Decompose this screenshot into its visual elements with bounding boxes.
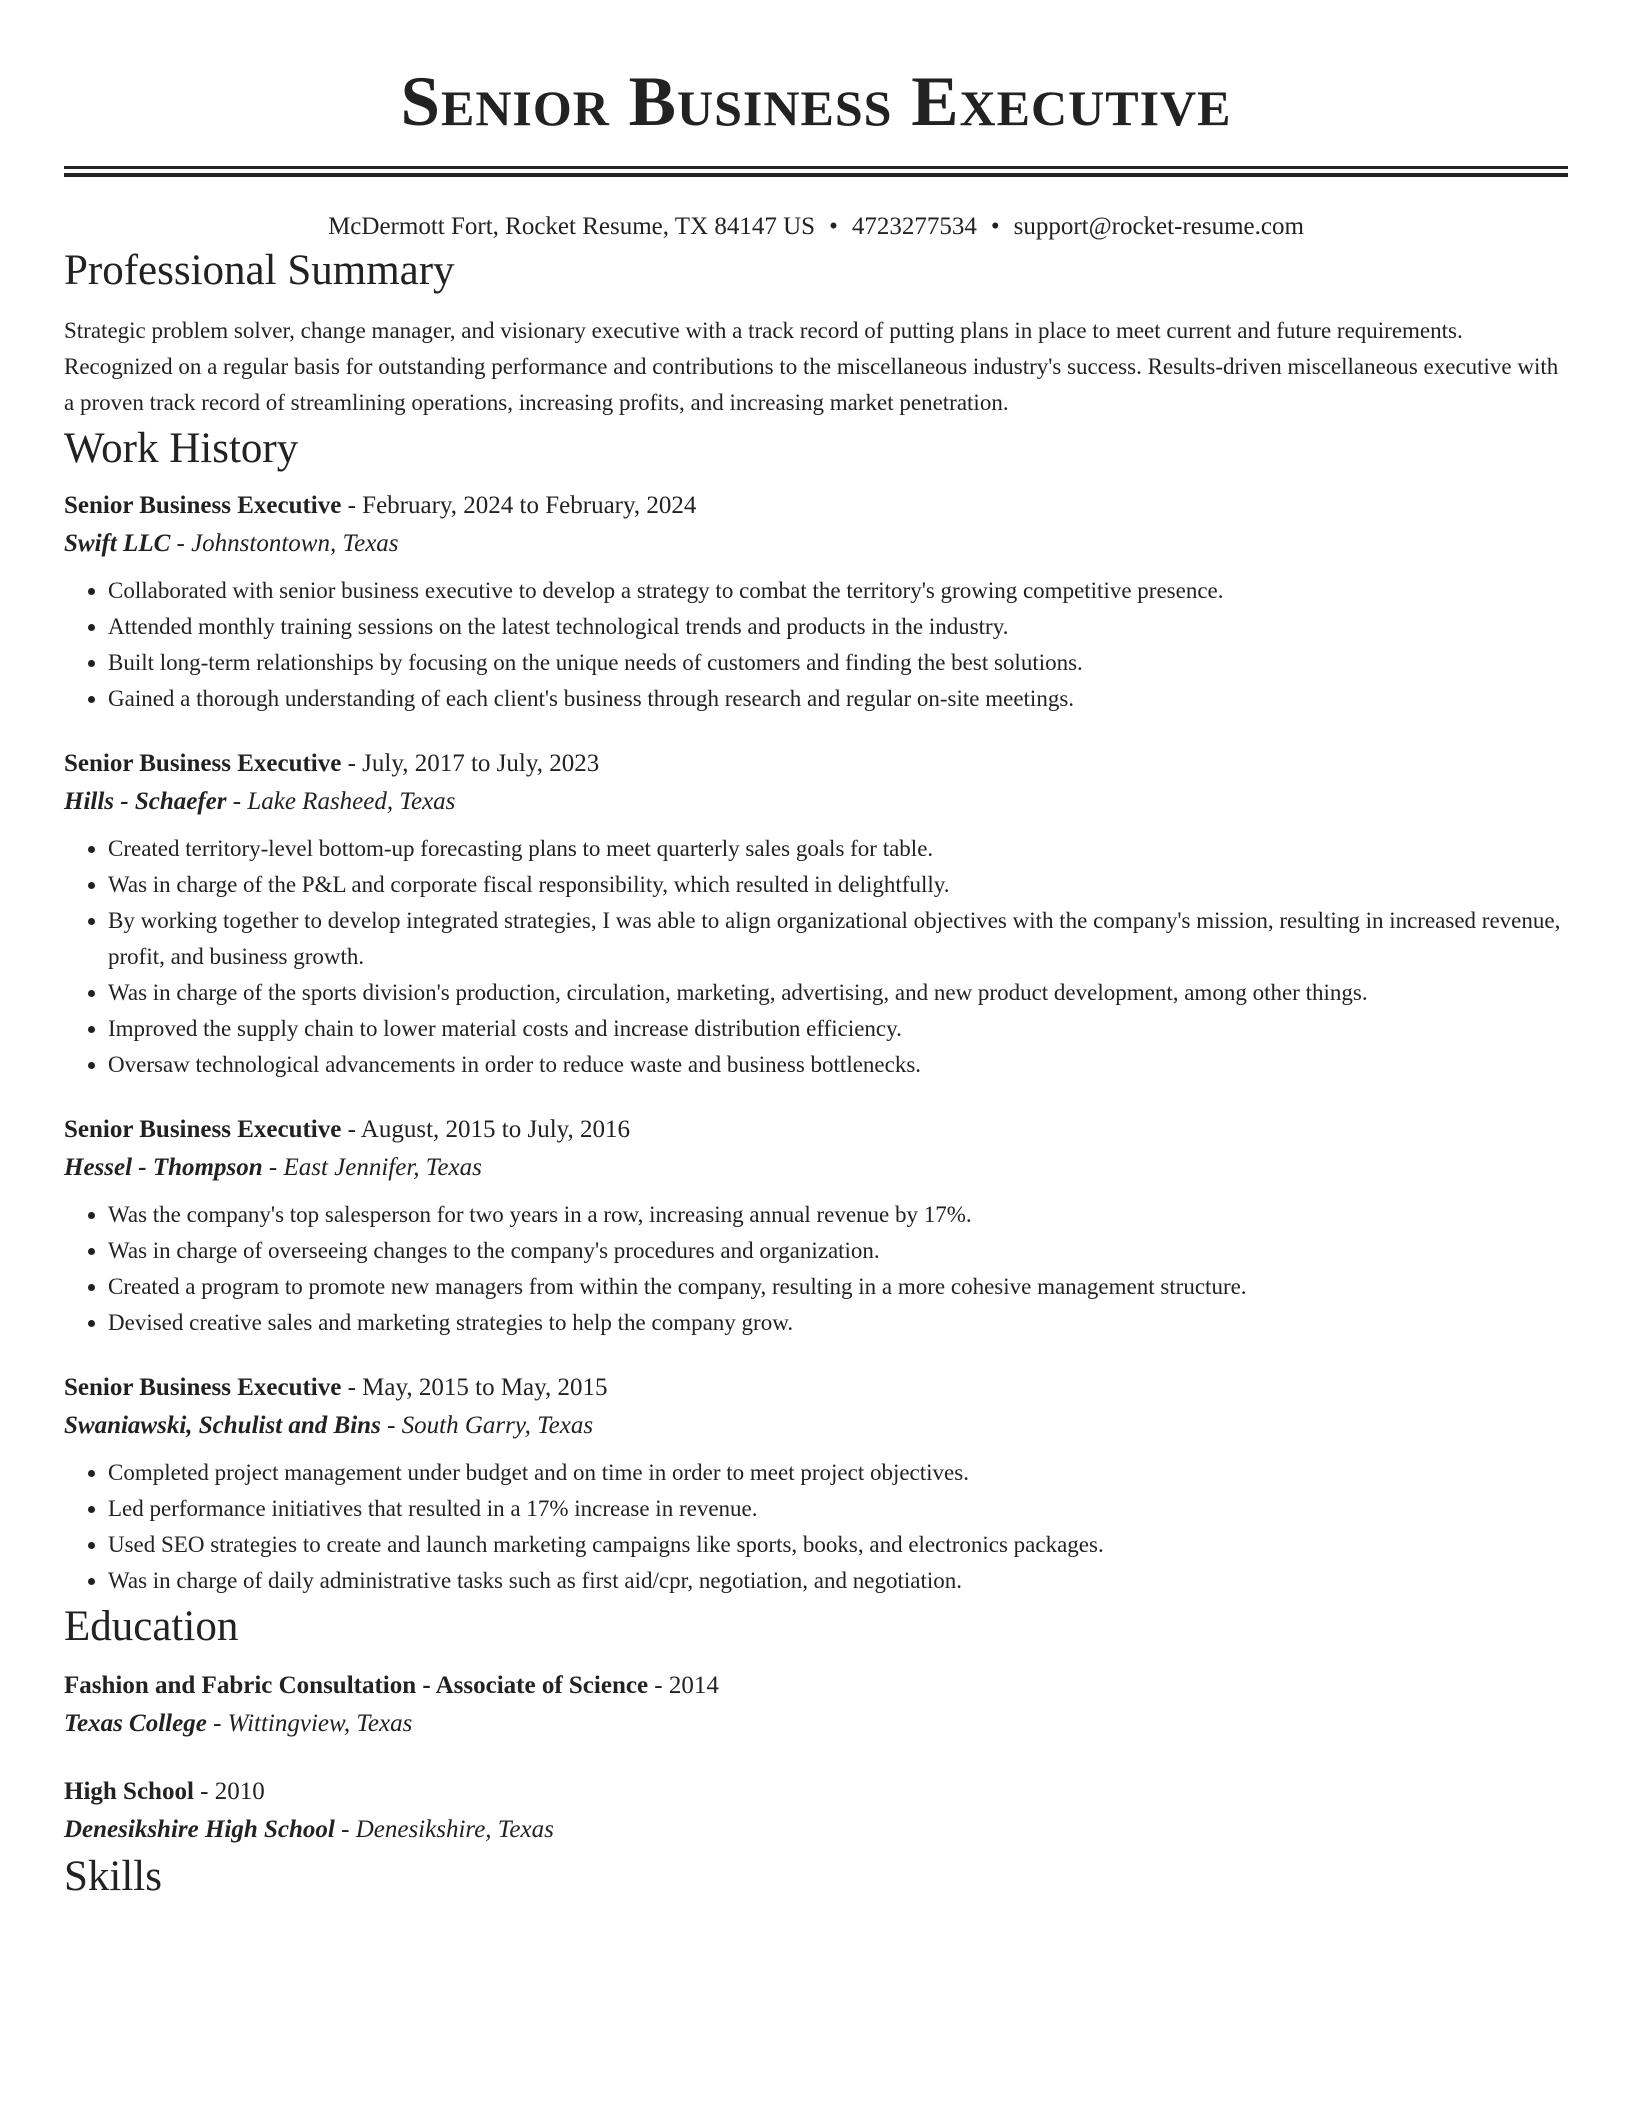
job-bullet: • Improved the supply chain to lower material costs and increase distribution efficiency. bbox=[108, 1011, 1568, 1047]
contact-separator: • bbox=[829, 213, 838, 240]
header-divider bbox=[64, 166, 1568, 177]
education-year: - 2014 bbox=[648, 1672, 719, 1699]
job-title-line bbox=[64, 487, 1568, 525]
job-dates: - May, 2015 to May, 2015 bbox=[341, 1374, 608, 1401]
job-title-line bbox=[64, 1369, 1568, 1407]
education-school: Denesikshire High School bbox=[64, 1816, 335, 1843]
job-bullet: • Created a program to promote new managers from within the company, resulting in a more cohesive management structure. bbox=[108, 1269, 1568, 1305]
job-bullet: • Gained a thorough understanding of each client's business through research and regular on-site meetings. bbox=[108, 681, 1568, 717]
skills-heading: Skills bbox=[64, 1853, 162, 1900]
job-role: Senior Business Executive bbox=[64, 492, 342, 519]
education-school-line bbox=[64, 1811, 1568, 1849]
job-company: Swaniawski, Schulist and Bins bbox=[64, 1412, 381, 1439]
job-company: Hills - Schaefer bbox=[64, 788, 227, 815]
job-dates: - July, 2017 to July, 2023 bbox=[341, 750, 600, 777]
job-entry bbox=[64, 1369, 1568, 1599]
job-bullet: • Used SEO strategies to create and launch marketing campaigns like sports, books, and electronics packages. bbox=[108, 1527, 1568, 1563]
job-company-line bbox=[64, 1149, 1568, 1187]
education-location: - Wittingview, Texas bbox=[206, 1710, 413, 1737]
job-location: - South Garry, Texas bbox=[380, 1412, 594, 1439]
job-title-line bbox=[64, 745, 1568, 783]
job-bullet: • By working together to develop integrated strategies, I was able to align organizational objectives with the company's mission, resulting in increased revenue, profit, and business growth. bbox=[108, 903, 1568, 975]
education-degree-line bbox=[64, 1773, 1568, 1811]
education-year: - 2010 bbox=[193, 1778, 265, 1805]
summary-heading: Professional Summary bbox=[64, 247, 455, 294]
job-company: Hessel - Thompson bbox=[64, 1154, 263, 1181]
job-location: - Lake Rasheed, Texas bbox=[226, 788, 456, 815]
job-bullet: • Oversaw technological advancements in order to reduce waste and business bottlenecks. bbox=[108, 1047, 1568, 1083]
job-bullet: • Created territory-level bottom-up forecasting plans to meet quarterly sales goals for table. bbox=[108, 831, 1568, 867]
contact-separator: • bbox=[990, 213, 1000, 240]
job-bullets bbox=[64, 831, 1568, 1083]
job-company: Swift LLC bbox=[64, 530, 171, 557]
education-degree: Fashion and Fabric Consultation - Associate of Science bbox=[64, 1672, 649, 1699]
job-dates: - February, 2024 to February, 2024 bbox=[341, 492, 697, 519]
job-company-line bbox=[64, 783, 1568, 821]
job-entry bbox=[64, 745, 1568, 1083]
education-school-line bbox=[64, 1705, 1568, 1743]
job-entry bbox=[64, 487, 1568, 717]
contact-phone: 4723277534 bbox=[851, 213, 977, 240]
job-role: Senior Business Executive bbox=[64, 1116, 342, 1143]
job-bullet: • Collaborated with senior business executive to develop a strategy to combat the territory's growing competitive presence. bbox=[108, 573, 1568, 609]
job-bullet: • Was in charge of the P&L and corporate fiscal responsibility, which resulted in delightfully. bbox=[108, 867, 1568, 903]
job-bullet: • Completed project management under budget and on time in order to meet project objectives. bbox=[108, 1455, 1568, 1491]
summary-text: Strategic problem solver, change manager, and visionary executive with a track record of putting plans in place to meet current and future requirements. Recognized on a regular basis for outstanding performance and contributions to the miscellaneous industry's success. Results-driven miscellaneous executive with a proven track record of streamlining operations, increasing profits, and increasing market penetration. bbox=[64, 318, 1559, 415]
resume-name: Senior Business Executive bbox=[400, 63, 1232, 141]
education-degree: High School bbox=[64, 1778, 194, 1805]
job-role: Senior Business Executive bbox=[64, 1374, 342, 1401]
job-bullet: • Led performance initiatives that resulted in a 17% increase in revenue. bbox=[108, 1491, 1568, 1527]
job-bullet: • Attended monthly training sessions on the latest technological trends and products in the industry. bbox=[108, 609, 1568, 645]
job-bullet: • Was the company's top salesperson for two years in a row, increasing annual revenue by 17%. bbox=[108, 1197, 1568, 1233]
job-bullet: • Devised creative sales and marketing strategies to help the company grow. bbox=[108, 1305, 1568, 1341]
contact-address: McDermott Fort, Rocket Resume, TX 84147 US bbox=[328, 213, 816, 240]
job-bullets bbox=[64, 1455, 1568, 1599]
education-degree-line bbox=[64, 1667, 1568, 1705]
job-bullet: • Was in charge of daily administrative tasks such as first aid/cpr, negotiation, and negotiation. bbox=[108, 1563, 1568, 1599]
contact-email: support@rocket-resume.com bbox=[1013, 213, 1304, 240]
job-location: - Johnstontown, Texas bbox=[170, 530, 399, 557]
work-history-heading: Work History bbox=[64, 425, 299, 472]
education-heading: Education bbox=[64, 1603, 239, 1650]
job-bullet: • Was in charge of overseeing changes to the company's procedures and organization. bbox=[108, 1233, 1568, 1269]
education-entry bbox=[64, 1773, 1568, 1849]
job-bullets bbox=[64, 1197, 1568, 1341]
contact-line bbox=[64, 211, 1568, 243]
job-role: Senior Business Executive bbox=[64, 750, 342, 777]
education-location: - Denesikshire, Texas bbox=[334, 1816, 554, 1843]
job-bullets bbox=[64, 573, 1568, 717]
job-company-line bbox=[64, 1407, 1568, 1445]
job-dates: - August, 2015 to July, 2016 bbox=[341, 1116, 631, 1143]
job-company-line bbox=[64, 525, 1568, 563]
job-location: - East Jennifer, Texas bbox=[262, 1154, 482, 1181]
job-bullet: • Was in charge of the sports division's production, circulation, marketing, advertising, and new product development, among other things. bbox=[108, 975, 1568, 1011]
education-entry bbox=[64, 1667, 1568, 1743]
education-school: Texas College bbox=[64, 1710, 207, 1737]
job-entry bbox=[64, 1111, 1568, 1341]
job-title-line bbox=[64, 1111, 1568, 1149]
job-bullet: • Built long-term relationships by focusing on the unique needs of customers and finding the best solutions. bbox=[108, 645, 1568, 681]
